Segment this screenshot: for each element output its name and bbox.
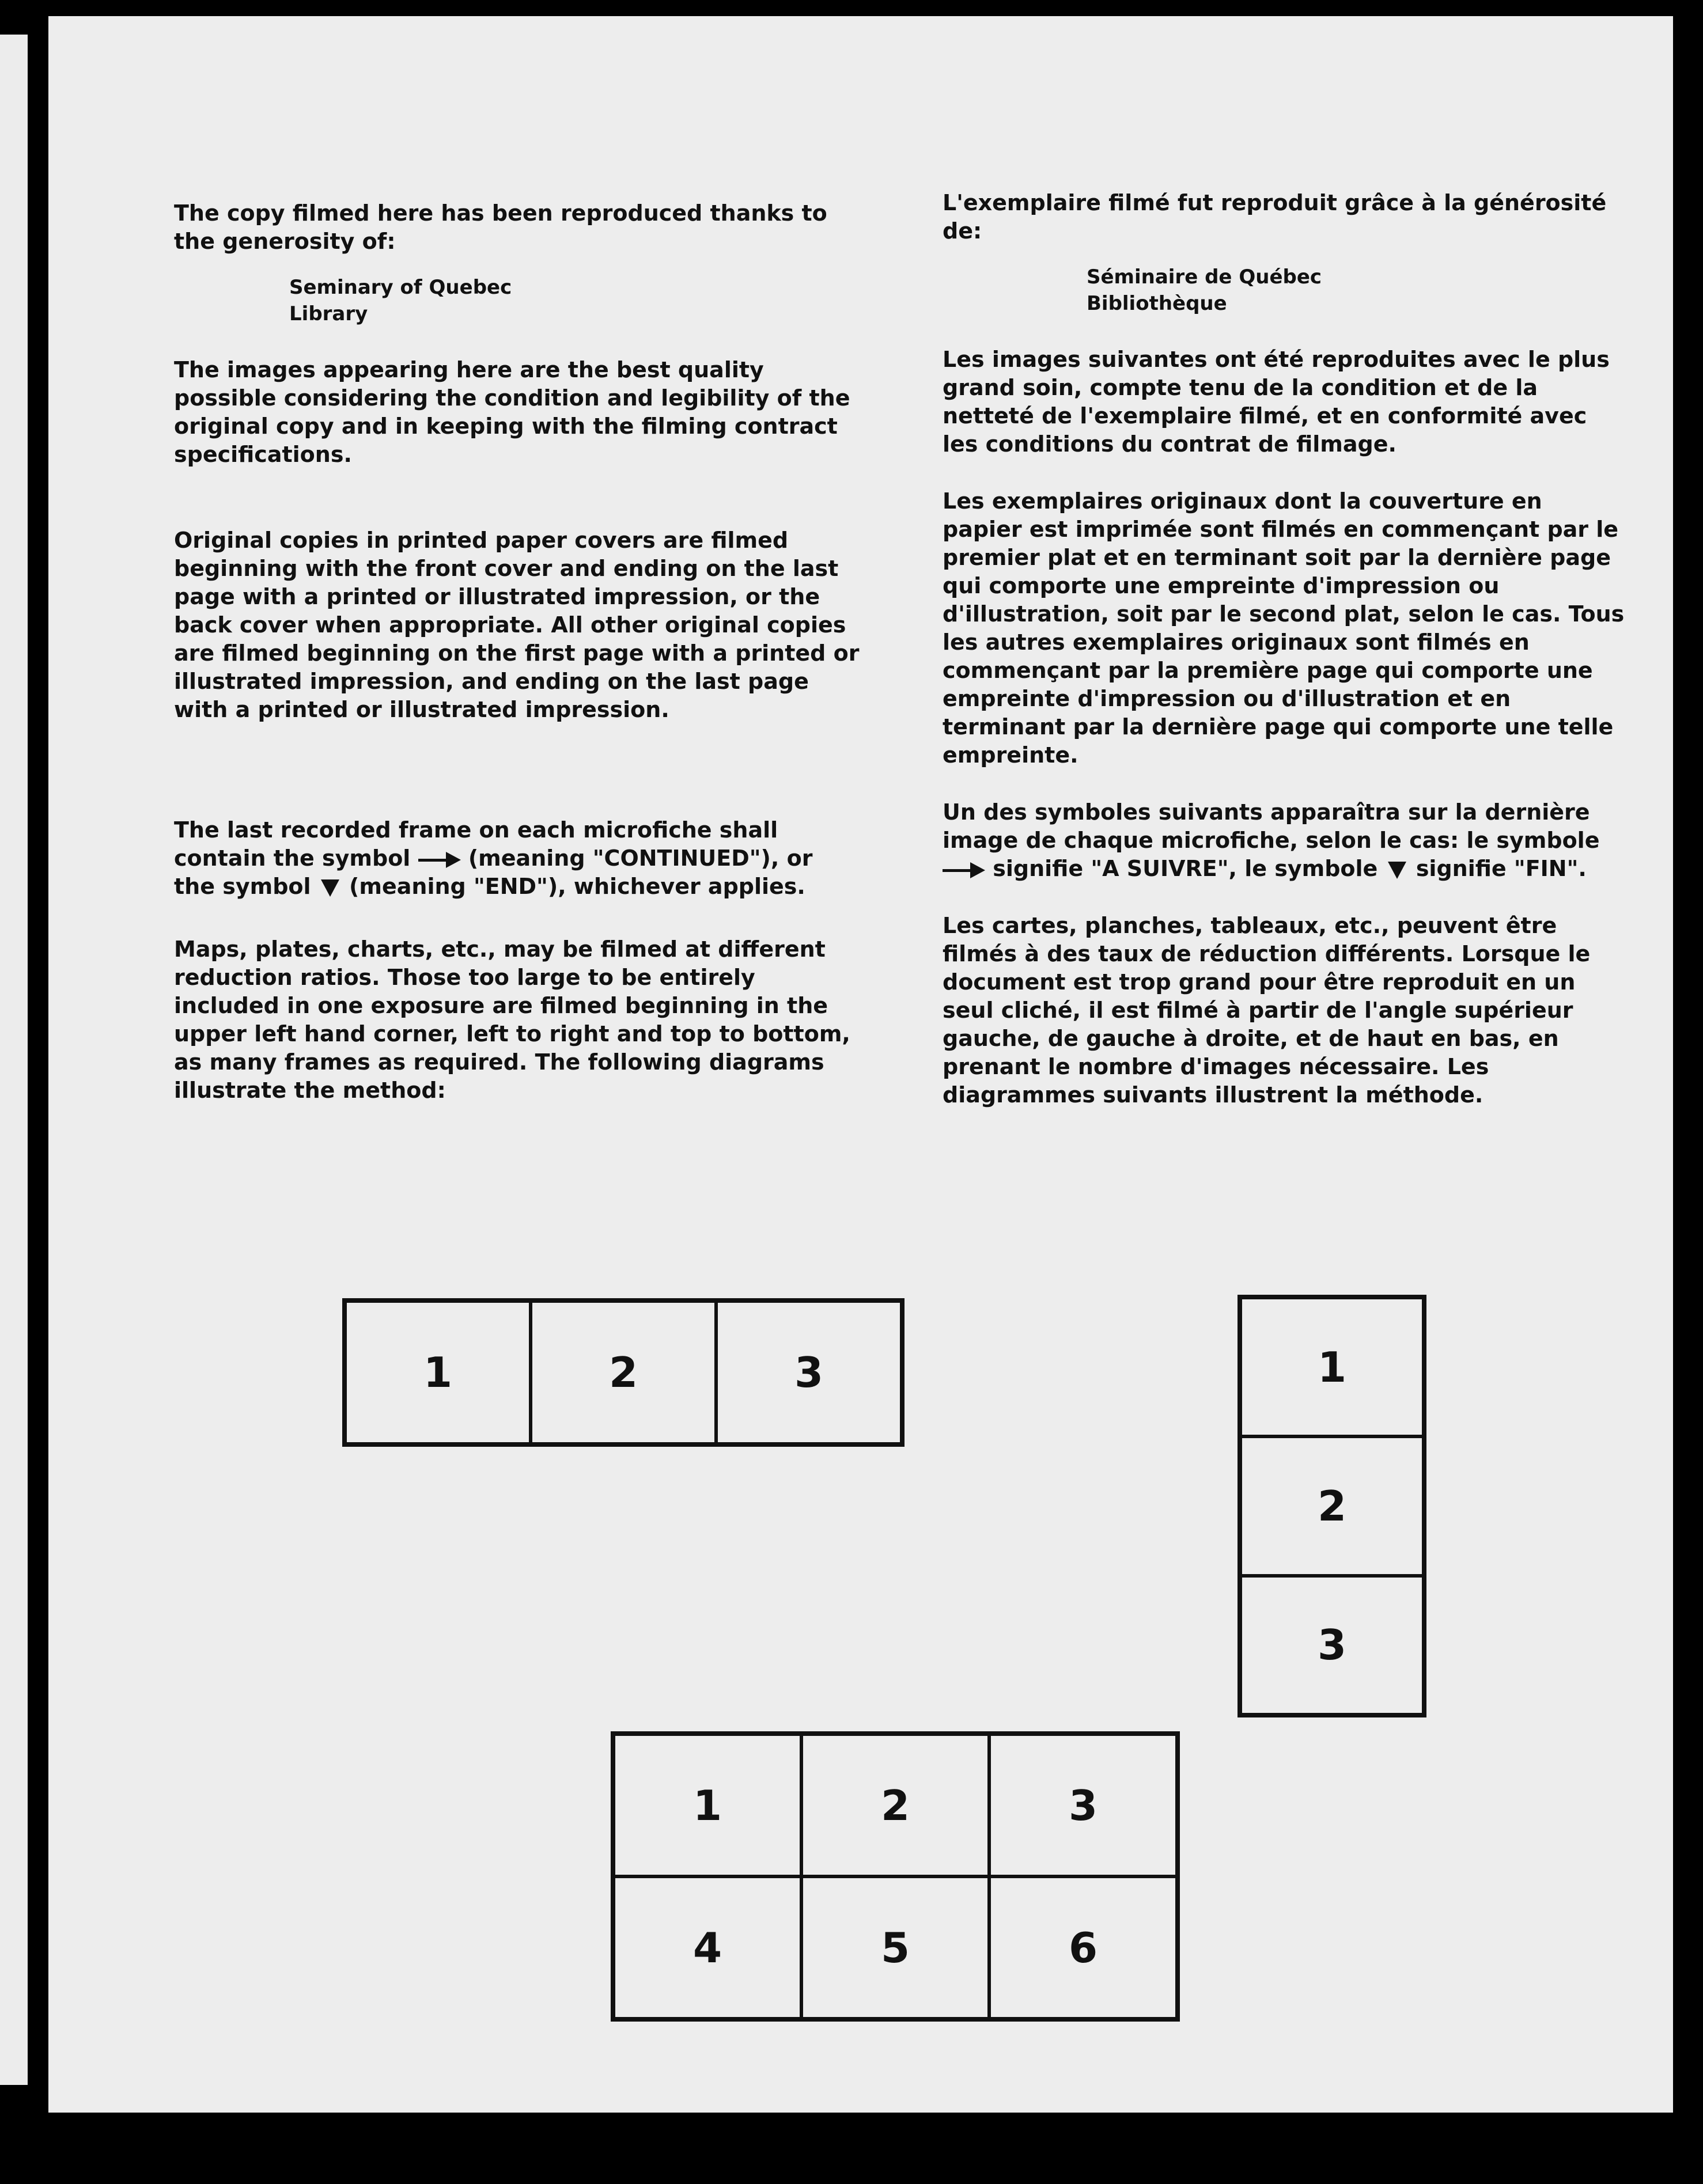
french-quality-paragraph: Les images suivantes ont été reproduites avec le plus grand soin, compte tenu de la condition et de la netteté de l'exemplaire filmé, et en conformité avec les conditions du contrat de filmage. bbox=[943, 347, 1610, 457]
english-covers-paragraph: Original copies in printed paper covers are filmed beginning with the front cover and ending on the last page with a printed or illustrated impression, or the back cover when appropriate. All other original copies are filmed beginning on the first page with a printed or illustrated impression, and ending on the last page with a printed or illustrated impression. bbox=[174, 528, 860, 722]
english-symbols-paragraph bbox=[174, 816, 860, 901]
diagram-horizontal-cell: 2 bbox=[531, 1301, 716, 1444]
diagram-grid-cell: 4 bbox=[614, 1876, 801, 2019]
adjacent-page-edge bbox=[0, 35, 28, 2085]
english-intro: The copy filmed here has been reproduced thanks to the generosity of: bbox=[174, 200, 827, 254]
a-suivre-arrow-icon bbox=[943, 867, 985, 874]
french-symbols-paragraph bbox=[943, 798, 1628, 883]
diagram-grid bbox=[611, 1731, 1180, 2022]
english-quality-paragraph: The images appearing here are the best quality possible considering the condition and legibility of the original copy and in keeping with the filming contract specifications. bbox=[174, 357, 850, 467]
diagram-grid-cell: 2 bbox=[801, 1734, 989, 1876]
english-library bbox=[289, 274, 860, 327]
document-page bbox=[48, 16, 1673, 2113]
diagram-horizontal bbox=[342, 1298, 905, 1447]
fin-triangle-icon bbox=[1388, 862, 1406, 879]
diagram-horizontal-cell: 1 bbox=[345, 1301, 531, 1444]
english-library-dept: Library bbox=[289, 302, 368, 325]
english-symbols-text-2: (meaning "CONTINUED"), or the symbol bbox=[174, 845, 813, 899]
diagram-vertical-cell: 2 bbox=[1240, 1436, 1424, 1575]
french-intro: L'exemplaire filmé fut reproduit grâce à la générosité de: bbox=[943, 190, 1607, 244]
diagram-horizontal-cell: 3 bbox=[716, 1301, 902, 1444]
end-triangle-icon bbox=[321, 879, 339, 897]
french-library-dept: Bibliothèque bbox=[1087, 292, 1227, 315]
english-library-name: Seminary of Quebec bbox=[289, 276, 512, 299]
diagram-vertical-cell: 3 bbox=[1240, 1576, 1424, 1715]
diagram-vertical-cell: 1 bbox=[1240, 1298, 1424, 1436]
english-maps-paragraph: Maps, plates, charts, etc., may be filmed at different reduction ratios. Those too large to be entirely included in one exposure are filmed beginning in the upper left hand corner, left to right and top to bottom, as many frames as required. The following diagrams illustrate the method: bbox=[174, 936, 850, 1103]
diagram-grid-cell: 3 bbox=[989, 1734, 1177, 1876]
diagram-vertical bbox=[1237, 1295, 1426, 1717]
french-symbols-text-1: Un des symboles suivants apparaîtra sur la dernière image de chaque microfiche, selon le cas: le symbole bbox=[943, 799, 1600, 853]
french-symbols-text-3: signifie "FIN". bbox=[1416, 856, 1587, 881]
english-symbols-text-3: (meaning "END"), whichever applies. bbox=[349, 874, 805, 899]
french-symbols-text-2: signifie "A SUIVRE", le symbole bbox=[993, 856, 1378, 881]
diagram-grid-cell: 6 bbox=[989, 1876, 1177, 2019]
diagram-grid-cell: 1 bbox=[614, 1734, 801, 1876]
french-library bbox=[1087, 264, 1628, 317]
french-column bbox=[943, 189, 1628, 1109]
french-covers-paragraph: Les exemplaires originaux dont la couverture en papier est imprimée sont filmés en commençant par le premier plat et en terminant soit par la dernière page qui comporte une empreinte d'impression ou d'illustration, soit par le second plat, selon le cas. Tous les autres exemplaires originaux sont filmés en commençant par la première page qui comporte une empreinte d'impression ou d'illustration et en terminant par la dernière page qui comporte une telle empreinte. bbox=[943, 488, 1625, 768]
english-symbols-text-1: The last recorded frame on each microfiche shall contain the symbol bbox=[174, 817, 778, 871]
french-maps-paragraph: Les cartes, planches, tableaux, etc., peuvent être filmés à des taux de réduction différents. Lorsque le document est trop grand pour être reproduit en un seul cliché, il est filmé à partir de l'angle supérieur gauche, de gauche à droite, et de haut en bas, en prenant le nombre d'images nécessaire. Les diagrammes suivants illustrent la méthode. bbox=[943, 913, 1591, 1108]
french-library-name: Séminaire de Québec bbox=[1087, 266, 1322, 289]
continued-arrow-icon bbox=[418, 856, 461, 863]
diagram-grid-cell: 5 bbox=[801, 1876, 989, 2019]
english-column bbox=[174, 199, 860, 1105]
